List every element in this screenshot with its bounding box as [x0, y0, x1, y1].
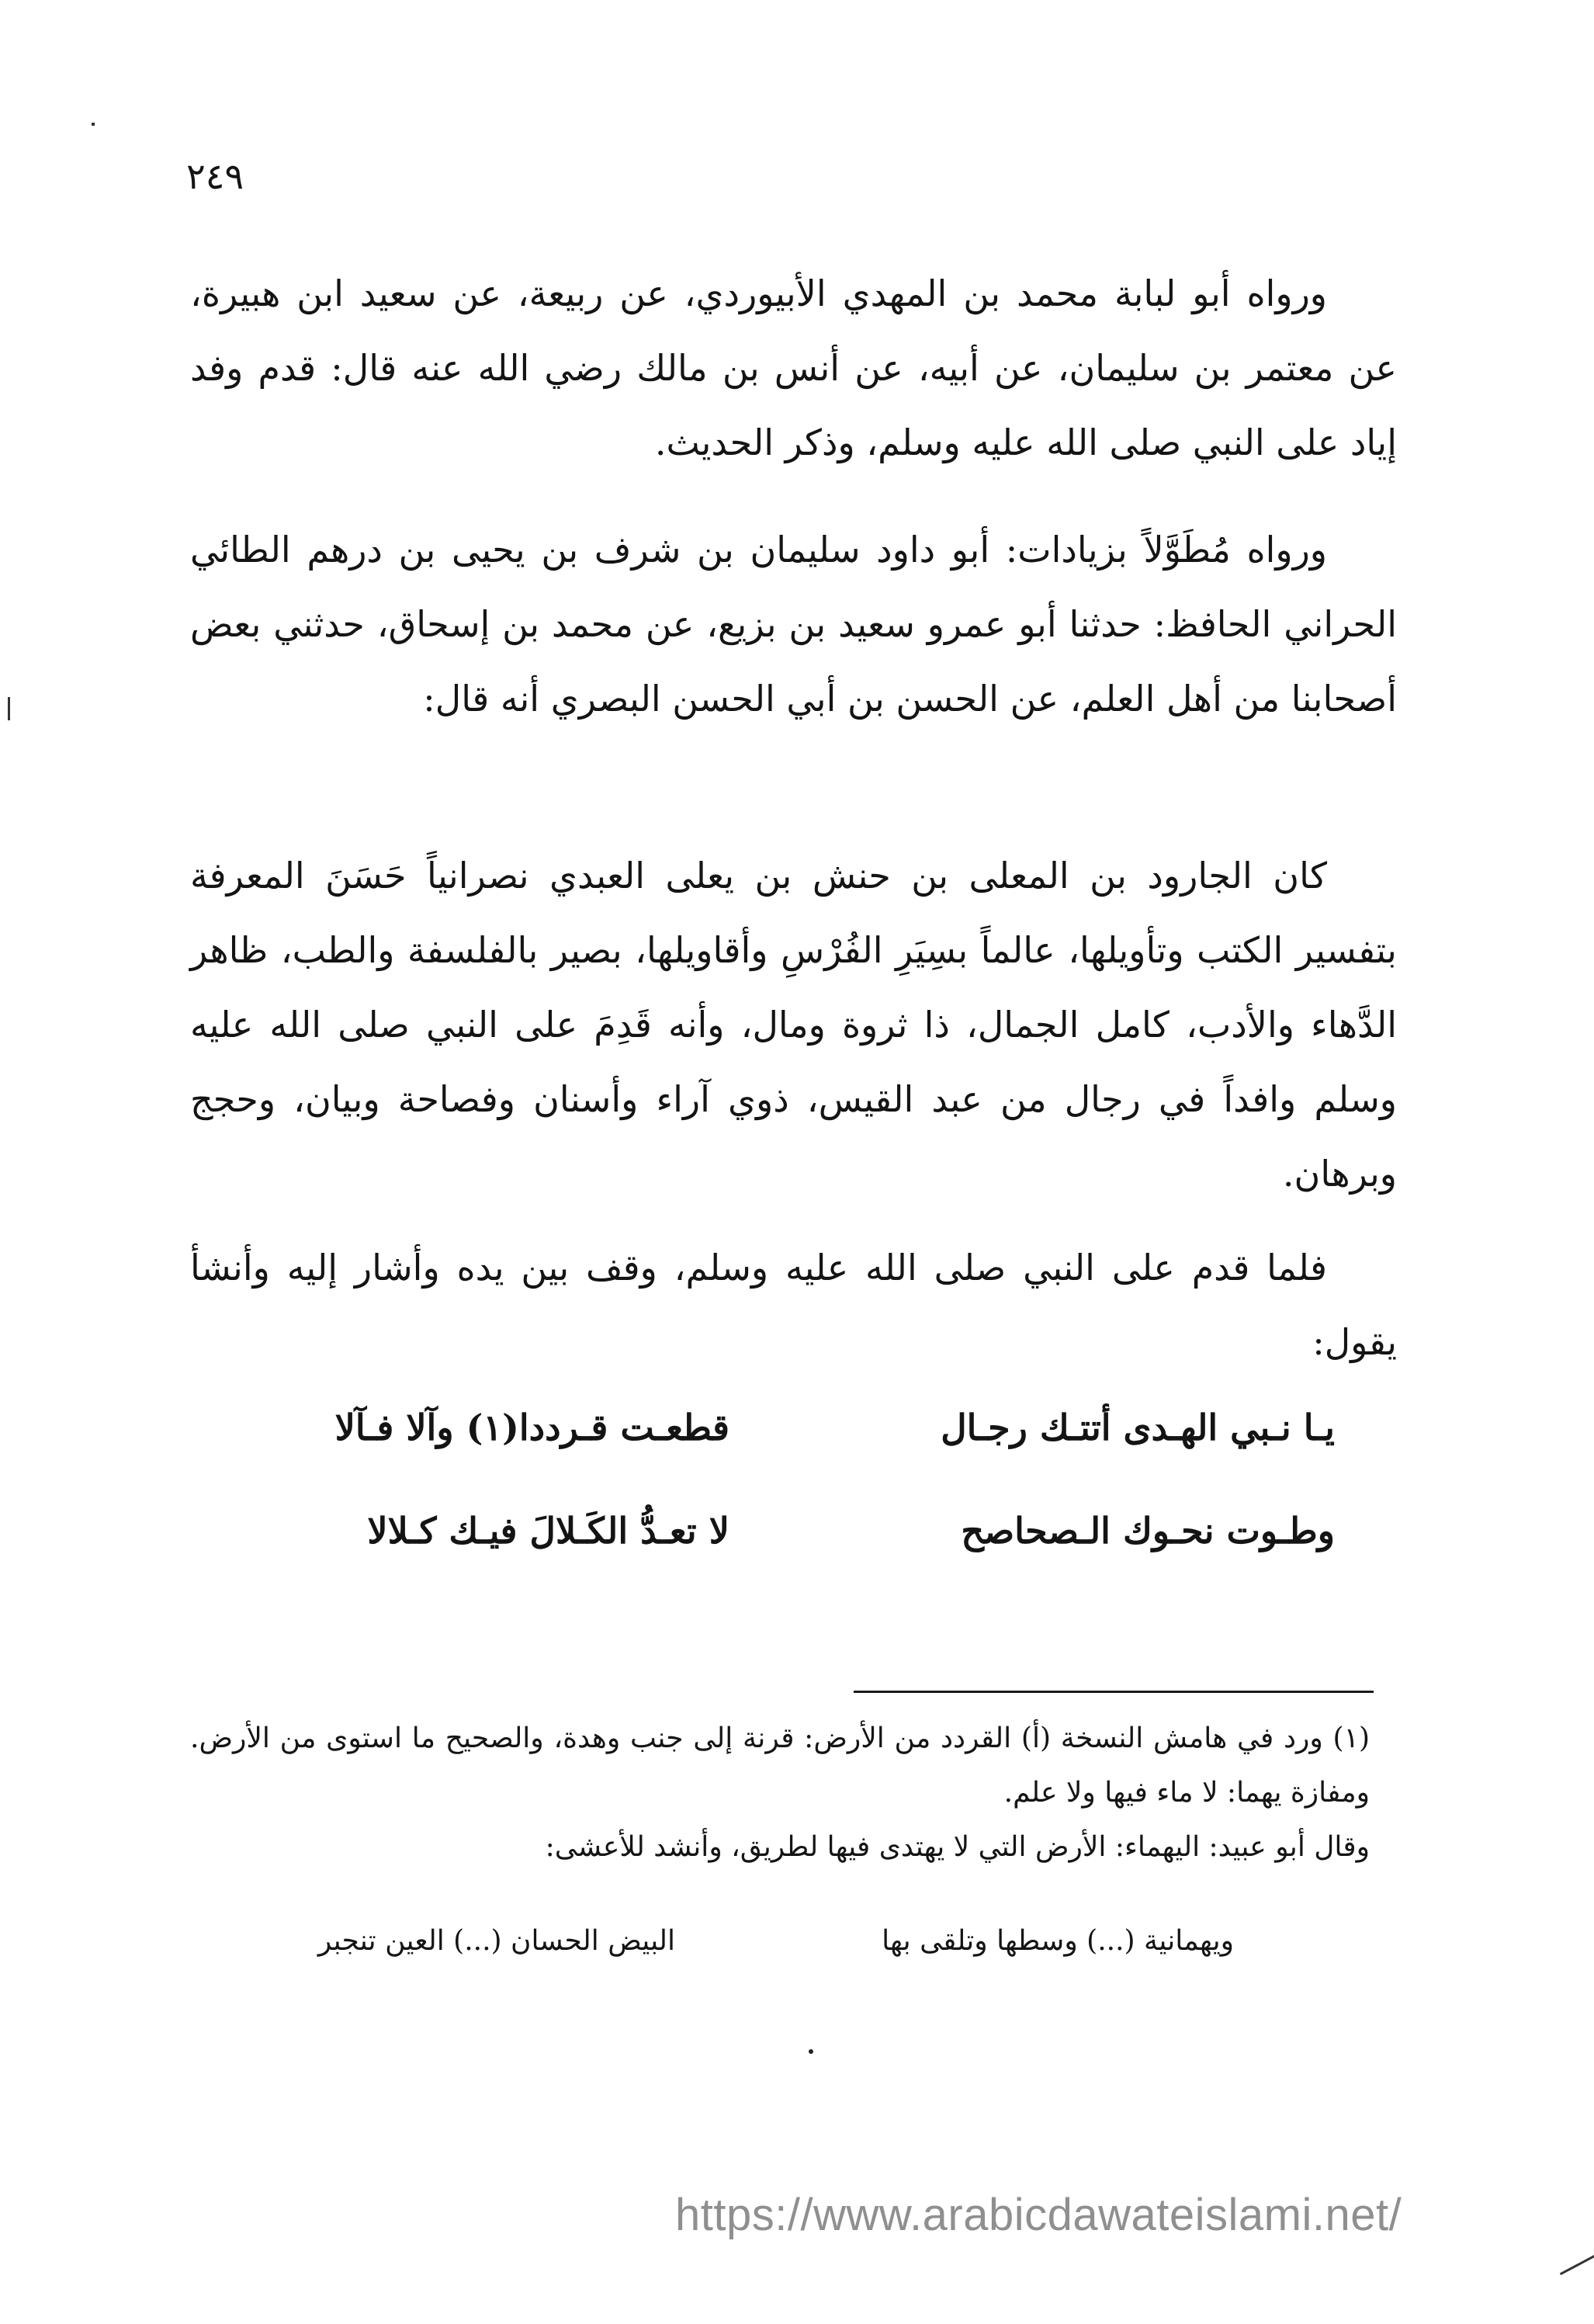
paragraph-4: فلما قدم على النبي صلى الله عليه وسلم، وقف بين يده وأشار إليه وأنشأ يقول:: [190, 1247, 1397, 1363]
page-dot: [809, 2049, 813, 2054]
footnote-verse-second-hemistich: البيض الحسان (...) العين تنجبر: [317, 1925, 675, 1957]
paragraph-1: ورواه أبو لبابة محمد بن المهدي الأبيوردي، عن ربيعة، عن سعيد ابن هبيرة، عن معتمر بن سليمان، عن أبيه، عن أنس بن مالك رضي الله عنه قال: قدم وفد إياد على النبي صلى الله عليه وسلم، وذكر الحديث.: [190, 272, 1397, 463]
watermark-url: https://www.arabicdawateislami.net/: [675, 2190, 1402, 2240]
footnote-1-continued: وقال أبو عبيد: اليهماء: الأرض التي لا يهتدى فيها لطريق، وأنشد للأعشى:: [545, 1831, 1370, 1863]
paragraph-2: ورواه مُطَوَّلاً بزيادات: أبو داود سليمان بن شرف بن يحيى بن درهم الطائي الحراني الحافظ: حدثنا أبو عمرو سعيد بن بزيع، عن محمد بن إسحاق، حدثني بعض أصحابنا من أهل العلم، عن الحسن بن أبي الحسن البصري أنه قال:: [190, 529, 1397, 720]
footnote-1: (١) ورد في هامش النسخة (أ) القردد من الأرض: قرنة إلى جنب وهدة، والصحيح ما استوى من الأرض. ومفازة يهما: لا ماء فيها ولا علم.: [190, 1722, 1370, 1809]
verse-1-second-hemistich: قطعـت قـرددا(١) وآلا فـآلا: [334, 1407, 729, 1448]
paragraph-3: كان الجارود بن المعلى بن حنش بن يعلى العبدي نصرانياً حَسَنَ المعرفة بتفسير الكتب وتأويلها، عالماً بسِيَرِ الفُرْسِ وأقاويلها، بصير بالفلسفة والطب، ظاهر الدَّهاء والأدب، كامل الجمال، ذا ثروة ومال، وأنه قَدِمَ على النبي صلى الله عليه وسلم وافداً في رجال من عبد القيس، ذوي آراء وأسنان وفصاحة وبيان، وحجج وبرهان.: [190, 855, 1397, 1195]
poem-verse-2: [233, 1510, 1335, 1580]
poem-verse-1: [233, 1407, 1335, 1476]
corner-scratch: [1560, 2255, 1594, 2291]
verse-2-second-hemistich: لا تعـدُّ الكَـلالَ فيـك كـلالا: [367, 1510, 729, 1552]
footnote-verse-first-hemistich: ويهمانية (...) وسطها وتلقى بها: [882, 1925, 1234, 1957]
scan-speck: [92, 123, 95, 126]
footnote-verse: [210, 1925, 1234, 1972]
page-number: ٢٤٩: [186, 155, 244, 197]
footnote-separator: [854, 1691, 1374, 1693]
scan-speck: [8, 697, 10, 720]
verse-1-first-hemistich: يـا نـبي الهـدى أتتـك رجـال: [941, 1407, 1335, 1448]
verse-2-first-hemistich: وطـوت نحـوك الـصحاصح: [961, 1510, 1335, 1552]
